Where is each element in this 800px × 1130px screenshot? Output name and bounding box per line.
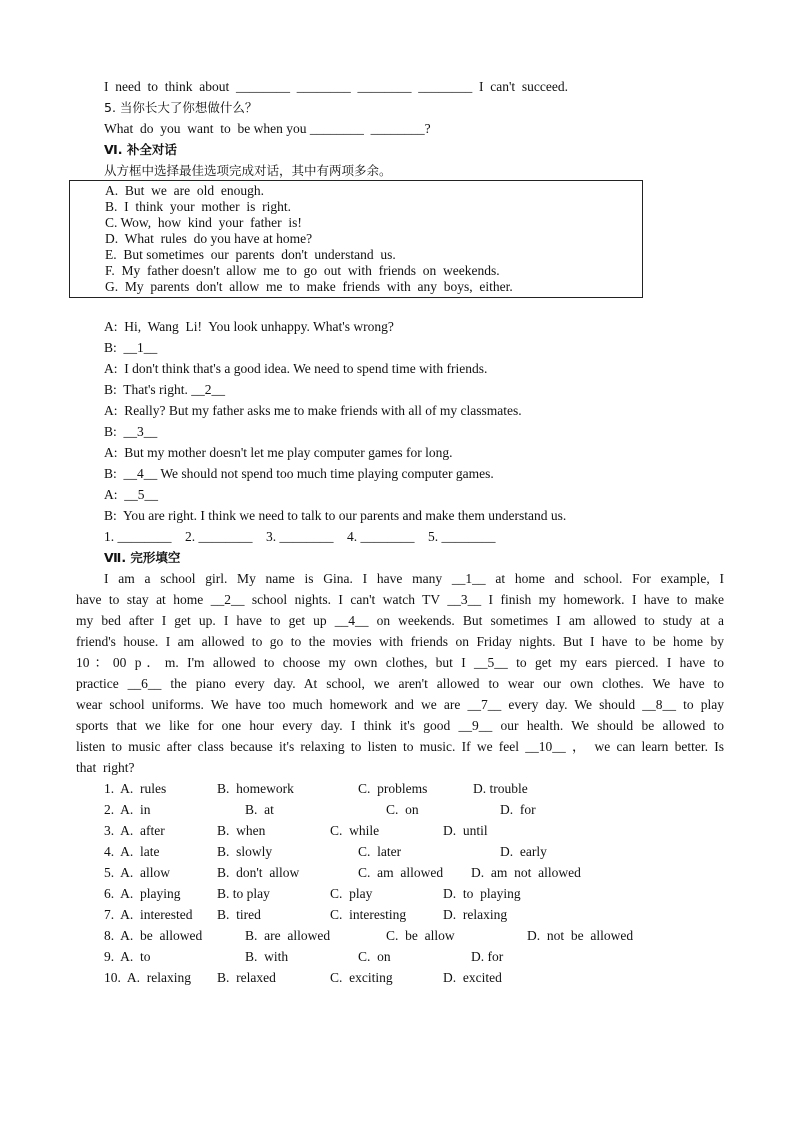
choice: 3. A. after <box>104 823 165 838</box>
passage-line: sports that we like for one hour every day. I think it's good __9__ our health. We should be allowed to <box>76 718 724 733</box>
choice: D. until <box>443 823 488 838</box>
passage-line: friend's house. I am allowed to go to the movies with friends on Friday nights. But I have to be home by <box>76 634 724 649</box>
dialogue-line: B: You are right. I think we need to talk to our parents and make them understand us. <box>104 508 567 523</box>
dialogue-line: A: Hi, Wang Li! You look unhappy. What's wrong? <box>104 319 394 334</box>
choice: C. be allow <box>386 928 455 943</box>
option-a: A. But we are old enough. <box>105 183 264 198</box>
choice: D. excited <box>443 970 502 985</box>
option-e: E. But sometimes our parents don't understand us. <box>105 247 396 262</box>
choice: 2. A. in <box>104 802 151 817</box>
choice: 5. A. allow <box>104 865 170 880</box>
choice: D. for <box>500 802 536 817</box>
dialogue-line: A: But my mother doesn't let me play computer games for long. <box>104 445 453 460</box>
choice: D. not be allowed <box>527 928 634 943</box>
choice: B. tired <box>217 907 261 922</box>
choice: B. at <box>245 802 274 817</box>
answer-blanks: 1. ________ 2. ________ 3. ________ 4. ________ 5. ________ <box>104 529 496 544</box>
choice: 10. A. relaxing <box>104 970 191 985</box>
choice: 9. A. to <box>104 949 151 964</box>
fill-line-think-about: I need to think about ________ ________ ________ ________ I can't succeed. <box>104 79 568 94</box>
passage-line: I am a school girl. My name is Gina. I have many __1__ at home and school. For example, I <box>104 571 724 586</box>
choice: C. on <box>386 802 419 817</box>
choice: D. relaxing <box>443 907 508 922</box>
dialogue-line: A: __5__ <box>104 487 158 502</box>
choice: C. play <box>330 886 373 901</box>
section-6-title: Ⅵ. 补全对话 <box>104 142 177 157</box>
choice: C. am allowed <box>358 865 444 880</box>
passage-line: wear school uniforms. We have too much homework and we are __7__ every day. We should __8__ to play <box>76 697 724 712</box>
passage-line: listen to music after class because it's relaxing to listen to music. If we feel __10__ ， we can learn better. Is <box>76 739 724 754</box>
dialogue-line: B: __3__ <box>104 424 158 439</box>
choice: D. trouble <box>473 781 528 796</box>
option-d: D. What rules do you have at home? <box>105 231 313 246</box>
choice: B. with <box>245 949 289 964</box>
choice: B. homework <box>217 781 294 796</box>
dialogue-line: A: I don't think that's a good idea. We need to spend time with friends. <box>104 361 488 376</box>
passage-line: 10：00 p．m. I'm allowed to choose my own clothes, but I __5__ to get my ears pierced. I have to <box>76 655 724 670</box>
choice: C. while <box>330 823 380 838</box>
passage-line: have to stay at home __2__ school nights. I can't watch TV __3__ I finish my homework. I have to make <box>76 592 724 607</box>
choice: B. to play <box>217 886 270 901</box>
choice: D. early <box>500 844 547 859</box>
choice: 8. A. be allowed <box>104 928 203 943</box>
choice: B. relaxed <box>217 970 276 985</box>
choice: C. later <box>358 844 402 859</box>
dialogue-line: B: That's right. __2__ <box>104 382 226 397</box>
dialogue-line: B: __1__ <box>104 340 158 355</box>
choice: D. to playing <box>443 886 521 901</box>
choice: B. don't allow <box>217 865 300 880</box>
choice: D. for <box>471 949 504 964</box>
dialogue-line: A: Really? But my father asks me to make friends with all of my classmates. <box>104 403 522 418</box>
passage-line: that right? <box>76 760 135 775</box>
choice: 4. A. late <box>104 844 160 859</box>
section-6-instruction: 从方框中选择最佳选项完成对话，其中有两项多余。 <box>104 163 392 178</box>
dialogue-line: B: __4__ We should not spend too much time playing computer games. <box>104 466 494 481</box>
options-box <box>69 180 643 298</box>
section-7-title: Ⅶ. 完形填空 <box>104 550 181 565</box>
choice: C. exciting <box>330 970 393 985</box>
choice: B. slowly <box>217 844 273 859</box>
choice: 7. A. interested <box>104 907 193 922</box>
choice: 1. A. rules <box>104 781 167 796</box>
option-c: C. Wow, how kind your father is! <box>105 215 302 230</box>
translation-q5-answer: What do you want to be when you ________ ________? <box>104 121 431 136</box>
translation-q5-label: 5. 当你长大了你想做什么？ <box>104 100 258 115</box>
choice: D. am not allowed <box>471 865 581 880</box>
option-g: G. My parents don't allow me to make friends with any boys, either. <box>105 279 513 294</box>
option-f: F. My father doesn't allow me to go out with friends on weekends. <box>105 263 500 278</box>
choice: C. on <box>358 949 391 964</box>
choice: B. when <box>217 823 266 838</box>
choice: 6. A. playing <box>104 886 181 901</box>
passage-line: my bed after I get up. I have to get up __4__ on weekends. But sometimes I am allowed to study at a <box>76 613 724 628</box>
choice: B. are allowed <box>245 928 331 943</box>
option-b: B. I think your mother is right. <box>105 199 291 214</box>
choice: C. problems <box>358 781 428 796</box>
passage-line: practice __6__ the piano every day. At school, we aren't allowed to wear our own clothes. We have to <box>76 676 724 691</box>
choice: C. interesting <box>330 907 407 922</box>
